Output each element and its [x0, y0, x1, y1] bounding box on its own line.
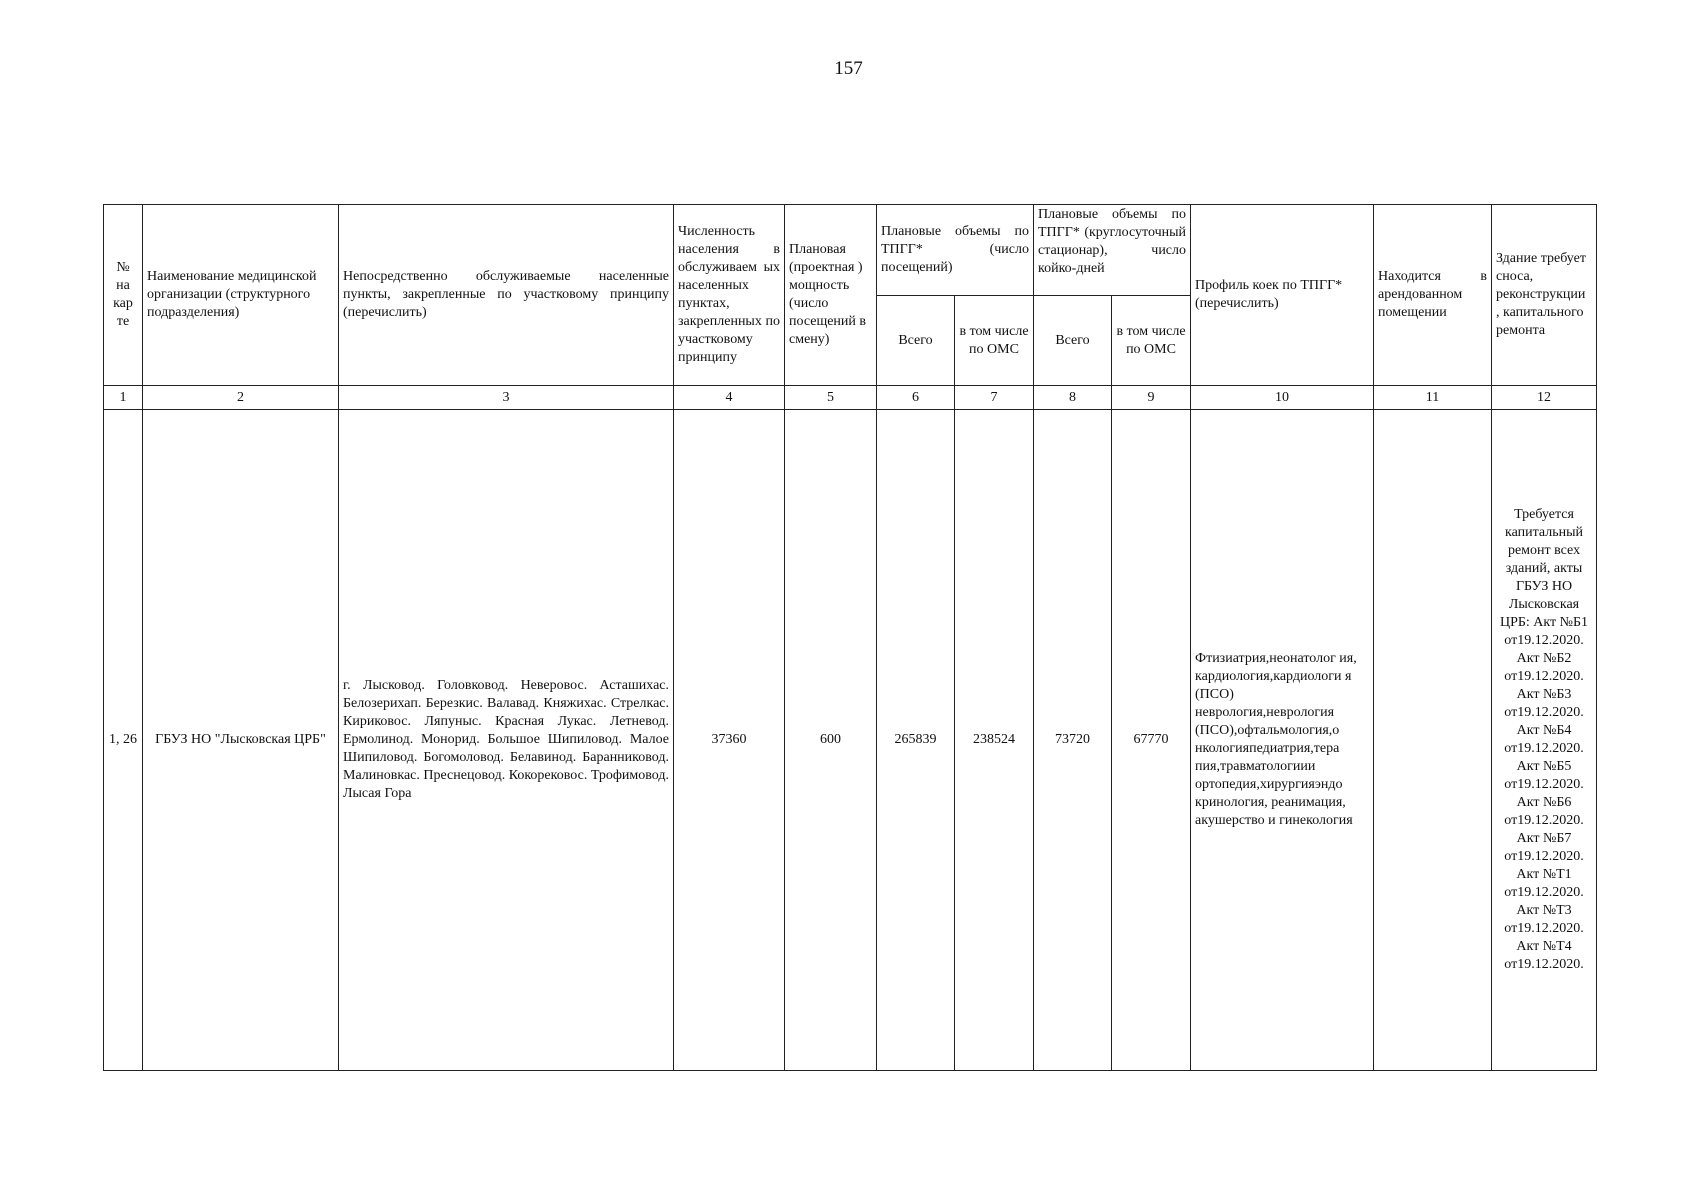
header-rented: Находится в арендованном помещении [1374, 205, 1492, 386]
header-settlements: Непосредственно обслуживаемые населенные пункты, закрепленные по участковому принципу (перечислить) [339, 205, 674, 386]
header-bed-profiles: Профиль коек по ТПГГ* (перечислить) [1191, 205, 1374, 386]
settlements-cell: г. Лысковод. Головковод. Неверовос. Асташихас. Белозерихап. Березкис. Валавад. Княжихас. Стрелкас. Кириковос. Ляпуныс. Красная Лукас. Летневод. Ермолинод. Монорид. Большое Шипиловод. Малое Шипиловод. Богомоловод. Белавинод. Баранниковод. Малиновкас. Преснецовод. Кокорековос. Трофимовод. Лысая Гора [339, 410, 674, 1071]
column-number: 12 [1492, 386, 1597, 410]
column-number: 11 [1374, 386, 1492, 410]
population-cell: 37360 [674, 410, 785, 1071]
bed-days-oms-cell: 67770 [1112, 410, 1191, 1071]
header-population: Численность населения в обслуживаем ых населенных пунктах, закрепленных по участковому принципу [674, 205, 785, 386]
page-number: 157 [834, 58, 863, 79]
column-number: 2 [143, 386, 339, 410]
bed-days-total-cell: 73720 [1034, 410, 1112, 1071]
header-row [104, 205, 1597, 296]
header-visits-oms: в том числе по ОМС [955, 296, 1034, 386]
header-building-status: Здание требует сноса, реконструкции , капитального ремонта [1492, 205, 1597, 386]
visits-total-cell: 265839 [877, 410, 955, 1071]
bed-profiles-cell: Фтизиатрия,неонатолог ия, кардиология,кардиологи я (ПСО) неврология,неврология (ПСО),офтальмология,о нкологияпедиатрия,тера пия,травматологиии ортопедия,хирургияэндо кринология, реанимация, акушерство и гинекология [1191, 410, 1374, 1071]
header-capacity: Плановая (проектная ) мощность (число посещений в смену) [785, 205, 877, 386]
header-visits-group: Плановые объемы по ТПГГ* (число посещений) [877, 205, 1034, 296]
capacity-cell: 600 [785, 410, 877, 1071]
header-map-number: № на кар те [104, 205, 143, 386]
building-status-cell: Требуется капитальный ремонт всех зданий, акты ГБУЗ НО Лысковская ЦРБ: Акт №Б1 от19.12.2020. Акт №Б2 от19.12.2020. Акт №Б3 от19.12.2020. Акт №Б4 от19.12.2020. Акт №Б5 от19.12.2020. Акт №Б6 от19.12.2020. Акт №Б7 от19.12.2020. Акт №Т1 от19.12.2020. Акт №Т3 от19.12.2020. Акт №Т4 от19.12.2020. [1492, 410, 1597, 1071]
column-number: 6 [877, 386, 955, 410]
header-organization: Наименование медицинской организации (структурного подразделения) [143, 205, 339, 386]
header-bed-days-total: Всего [1034, 296, 1112, 386]
column-number: 9 [1112, 386, 1191, 410]
column-number: 10 [1191, 386, 1374, 410]
medical-organizations-table [103, 204, 1597, 1071]
column-number: 1 [104, 386, 143, 410]
column-numbers-row [104, 386, 1597, 410]
header-visits-total: Всего [877, 296, 955, 386]
map-number-cell: 1, 26 [104, 410, 143, 1071]
column-number: 3 [339, 386, 674, 410]
table-row [104, 410, 1597, 1071]
column-number: 4 [674, 386, 785, 410]
visits-oms-cell: 238524 [955, 410, 1034, 1071]
organization-cell: ГБУЗ НО "Лысковская ЦРБ" [143, 410, 339, 1071]
column-number: 8 [1034, 386, 1112, 410]
column-number: 7 [955, 386, 1034, 410]
header-bed-days-group: Плановые объемы по ТПГГ* (круглосуточный стационар), число койко-дней [1034, 205, 1191, 296]
rented-cell [1374, 410, 1492, 1071]
column-number: 5 [785, 386, 877, 410]
header-bed-days-oms: в том числе по ОМС [1112, 296, 1191, 386]
